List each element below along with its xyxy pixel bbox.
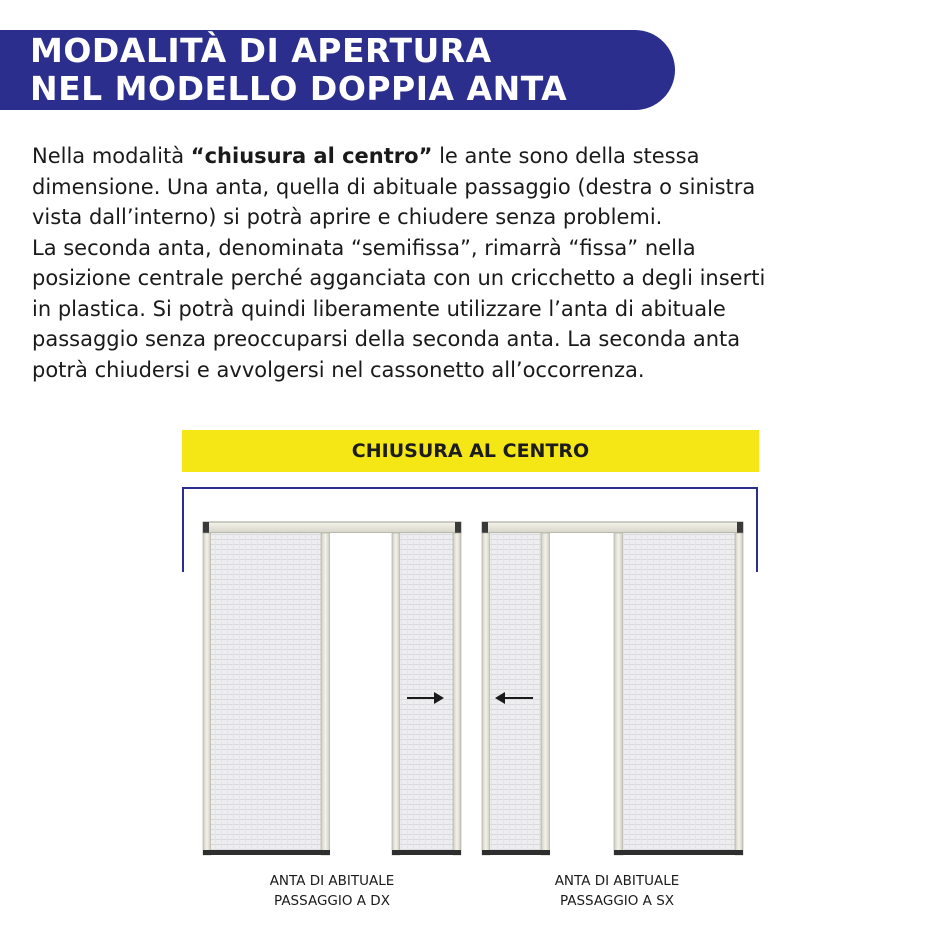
caption-line: PASSAGGIO A SX xyxy=(559,893,675,909)
bottom-rail xyxy=(392,850,461,855)
description-text xyxy=(32,141,912,385)
rail-cap xyxy=(203,522,209,533)
bottom-rail xyxy=(482,850,550,855)
door-opening xyxy=(330,533,392,855)
mesh-panel xyxy=(623,533,735,855)
mesh-panel xyxy=(211,533,321,855)
mesh-panel xyxy=(400,533,453,855)
top-rail xyxy=(203,522,461,533)
description-line: vista dall’interno) si potrà aprire e chiudere senza problemi. xyxy=(32,205,663,229)
rail-cap xyxy=(737,522,743,533)
description-line: dimensione. Una anta, quella di abituale passaggio (destra o sinistra xyxy=(32,174,756,199)
title-line-1: MODALITÀ DI APERTURA xyxy=(30,31,492,70)
side-post xyxy=(203,533,211,855)
bottom-rail xyxy=(614,850,743,855)
mesh-post xyxy=(614,533,623,855)
mesh-post xyxy=(392,533,400,855)
door-opening xyxy=(550,533,614,855)
description-line: La seconda anta, denominata “semifissa”, rimarrà “fissa” nella xyxy=(32,235,696,260)
description-line: potrà chiudersi e avvolgersi nel cassonetto all’occorrenza. xyxy=(32,357,645,382)
top-rail xyxy=(482,522,743,533)
figure-heading: CHIUSURA AL CENTRO xyxy=(351,440,590,462)
rail-cap xyxy=(482,522,488,533)
door-right xyxy=(482,522,743,855)
mesh-post xyxy=(321,533,330,855)
caption-left xyxy=(202,871,462,911)
description-emphasis: “chiusura al centro” xyxy=(190,144,433,168)
description-line: in plastica. Si potrà quindi liberamente utilizzare l’anta di abituale xyxy=(32,296,726,321)
page-title xyxy=(30,32,567,108)
caption-line: ANTA DI ABITUALE xyxy=(269,873,395,889)
rail-cap xyxy=(455,522,461,533)
figure-heading-bar xyxy=(182,430,759,472)
bottom-rail xyxy=(203,850,330,855)
caption-right xyxy=(487,871,747,911)
caption-line: ANTA DI ABITUALE xyxy=(554,873,680,889)
description-line: passaggio senza preoccuparsi della seconda anta. La seconda anta xyxy=(32,327,741,351)
mesh-post xyxy=(541,533,550,855)
side-post xyxy=(453,533,461,855)
description-line: posizione centrale perché agganciata con un cricchetto a degli inserti xyxy=(32,266,766,290)
mesh-panel xyxy=(490,533,541,855)
caption-line: PASSAGGIO A DX xyxy=(274,893,390,909)
title-line-2: NEL MODELLO DOPPIA ANTA xyxy=(30,69,568,108)
side-post xyxy=(735,533,743,855)
double-door-illustration xyxy=(0,470,941,870)
description-line xyxy=(32,141,912,172)
description-fragment: le ante sono della stessa xyxy=(432,144,700,168)
description-fragment: Nella modalità xyxy=(32,144,191,168)
side-post xyxy=(482,533,490,855)
door-left xyxy=(203,522,461,855)
